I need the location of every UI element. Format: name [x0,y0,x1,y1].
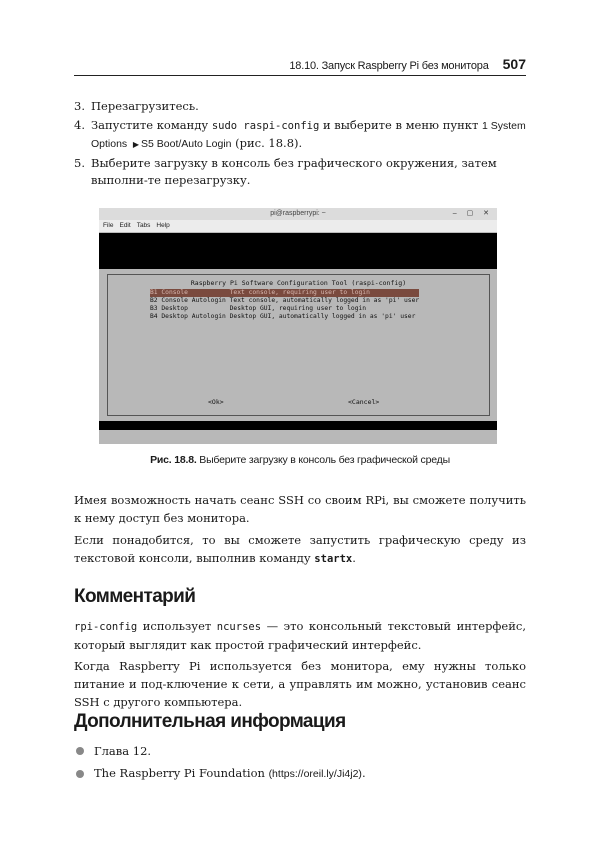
dialog-title: Raspberry Pi Software Configuration Tool (raspi-config) [187,279,410,287]
paragraph-text: использует [137,619,217,633]
step-text-part: Запустите команду [91,118,212,132]
more-info-list [74,740,526,785]
terminal-menubar [99,220,497,233]
dialog-shadow [99,421,497,430]
paragraph-startx [74,531,526,568]
step-text: Перезагрузитесь. [91,99,199,113]
triangle-right-icon: ▶ [132,140,139,149]
terminal-bottom [99,430,497,444]
list-item-label: The Raspberry Pi Foundation [94,766,269,780]
paragraph-text: — это консольный текстовый интерфейс, который выглядит как простой графический интерфейс. [74,619,526,652]
paragraph-ssh: Имея возможность начать сеанс SSH со своим RPi, вы сможете получить к нему доступ без монитора. [74,493,526,525]
command-code: sudo raspi-config [211,120,320,132]
terminal-screenshot [99,208,497,444]
step-text-part: и выберите в меню пункт [319,118,482,132]
list-item [74,762,526,785]
option-b4-desktop-autologin[interactable]: B4 Desktop Autologin Desktop GUI, automatically logged in as 'pi' user [150,313,416,320]
ncurses-code: ncurses [216,621,262,633]
figure-caption [74,454,526,466]
paragraph-ncurses [74,617,526,654]
menu-edit[interactable]: Edit [119,222,131,229]
paragraph-text: . [352,551,356,565]
option-b3-desktop[interactable]: B3 Desktop Desktop GUI, requiring user to login [150,305,367,312]
menu-tabs[interactable]: Tabs [136,222,151,229]
foundation-link[interactable]: (https://oreil.ly/Ji4j2) [268,768,362,780]
chapter-title: 18.10. Запуск Raspberry Pi без монитора [289,60,489,72]
menu-path-2: S5 Boot/Auto Login [141,138,232,150]
heading-comment: Комментарий [74,586,196,607]
step-text [91,117,526,153]
window-controls[interactable]: – ▢ ✕ [452,210,493,217]
raspi-config-dialog [99,269,497,421]
menu-help[interactable]: Help [156,222,170,229]
list-item-text: Глава 12. [94,744,152,758]
list-item [74,740,526,762]
step-5 [74,155,526,189]
rpi-config-code: rpi-config [74,621,138,633]
boot-options-menu [150,289,419,321]
step-4 [74,117,526,153]
menu-file[interactable]: File [103,222,114,229]
step-number: 3. [74,99,85,113]
terminal-area [99,233,497,269]
figure-label: Рис. 18.8. [150,454,197,466]
paragraph-text: Если понадобится, то вы сможете запустить графическую среду из текстовой консоли, выполнив команду [74,533,526,565]
steps-list [74,98,526,191]
heading-more-info: Дополнительная информация [74,711,346,732]
window-title: pi@raspberrypi: ~ [270,210,326,217]
step-number: 5. [74,156,85,170]
page-number: 507 [502,56,526,72]
startx-code: startx [314,553,353,565]
step-3 [74,98,526,115]
window-titlebar [99,208,497,220]
list-item-text [94,762,366,785]
bullet-icon [76,770,84,778]
cancel-button[interactable]: <Cancel> [348,398,380,406]
step-number: 4. [74,118,85,132]
step-text-part: (рис. 18.8). [231,136,303,150]
figure-caption-text: Выберите загрузку в консоль без графической среды [196,454,450,466]
bullet-icon [76,747,84,755]
paragraph-headless: Когда Raspberry Pi используется без монитора, ему нужны только питание и под-ключение к сети, а управлять им можно, установив сеанс SSH с другого компьютера. [74,659,526,709]
menu-path-1: 1 System Options [91,120,526,150]
option-b2-console-autologin[interactable]: B2 Console Autologin Text console, automatically logged in as 'pi' user [150,297,420,304]
dialog-frame [107,274,490,416]
list-item-punct: . [361,766,366,780]
ok-button[interactable]: <Ok> [208,398,224,406]
step-text: Выберите загрузку в консоль без графического окружения, затем выполни-те перезагрузку. [91,156,497,187]
option-b1-console[interactable]: B1 Console Text console, requiring user to login [150,289,419,297]
running-header [74,52,526,76]
